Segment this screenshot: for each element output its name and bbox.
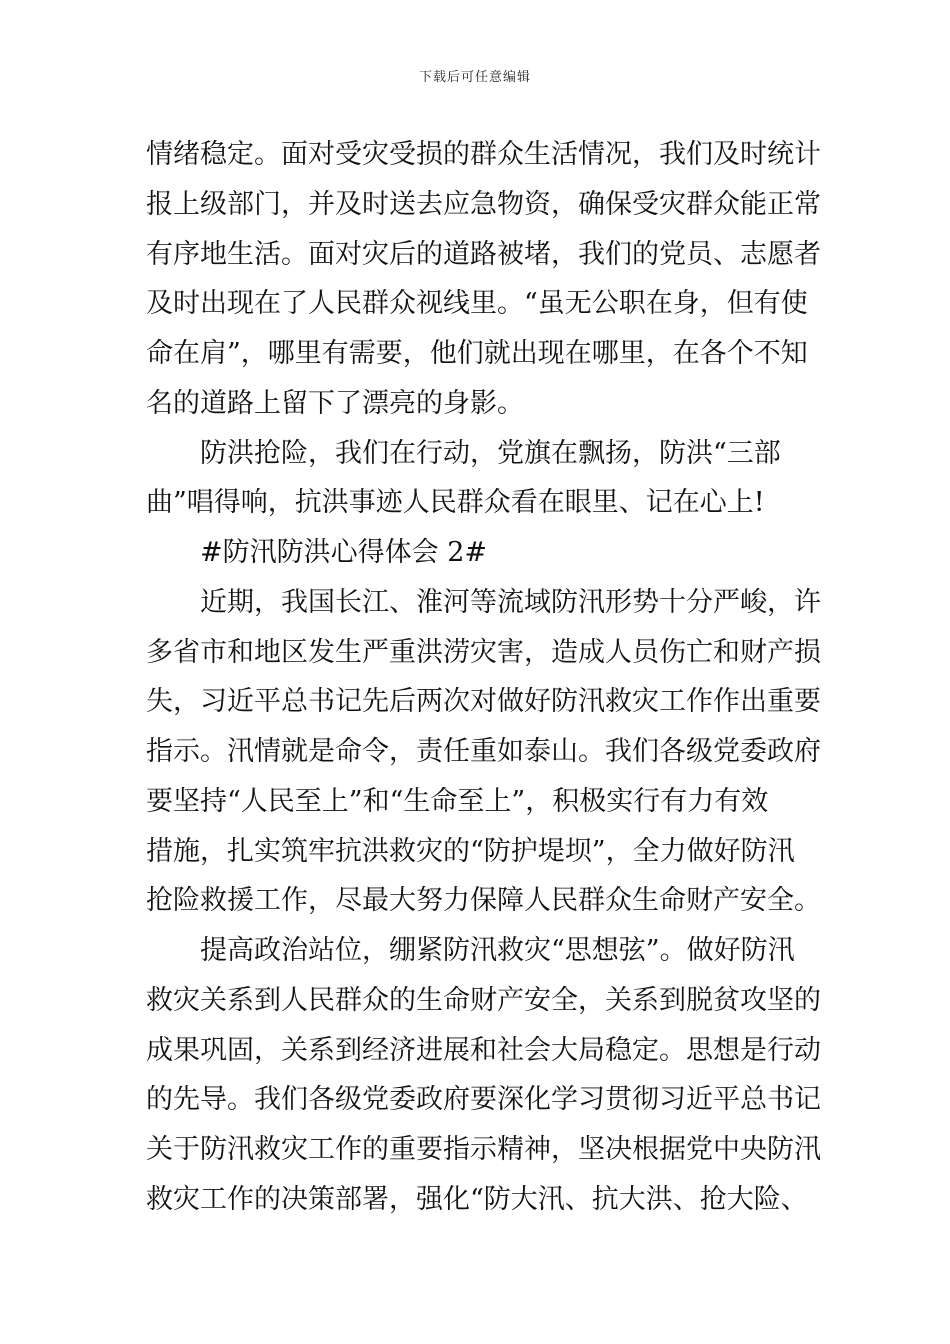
text-line: 情绪稳定。面对受灾受损的群众生活情况，我们及时统计 (146, 139, 821, 170)
text-line: 提高政治站位，绷紧防汛救灾“思想弦”。做好防汛 (200, 935, 795, 966)
text-line: 近期，我国长江、淮河等流域防汛形势十分严峻，许 (200, 586, 821, 618)
text-line: 抢险救援工作，尽最大努力保障人民群众生命财产安全。 (146, 885, 821, 917)
text-line: 多省市和地区发生严重洪涝灾害，造成人员伤亡和财产损 (146, 636, 821, 668)
text-line: 救灾工作的决策部署，强化“防大汛、抗大洪、抢大险、 (146, 1183, 808, 1215)
text-line: 救灾关系到人民群众的生命财产安全，关系到脱贫攻坚的 (146, 984, 821, 1016)
page-header-note: 下载后可任意编辑 (418, 70, 531, 85)
text-line: 防洪抢险，我们在行动，党旗在飘扬，防洪“三部 (200, 437, 781, 469)
text-line: 失，习近平总书记先后两次对做好防汛救灾工作作出重要 (146, 686, 821, 718)
text-line: 要坚持“人民至上”和“生命至上”，积极实行有力有效 (146, 785, 769, 817)
text-line: 有序地生活。面对灾后的道路被堵，我们的党员、志愿者 (146, 238, 821, 270)
text-line: 措施，扎实筑牢抗洪救灾的“防护堤坝”，全力做好防汛 (146, 835, 795, 867)
text-line: 曲”唱得响，抗洪事迹人民群众看在眼里、记在心上! (146, 487, 765, 519)
text-line: 关于防汛救灾工作的重要指示精神，坚决根据党中央防汛 (146, 1134, 821, 1165)
text-line: 名的道路上留下了漂亮的身影。 (146, 387, 524, 419)
text-line: 成果巩固，关系到经济进展和社会大局稳定。思想是行动 (146, 1034, 821, 1066)
text-line: 指示。汛情就是命令，责任重如泰山。我们各级党委政府 (146, 736, 821, 767)
text-line: #防汛防洪心得体会 2# (200, 537, 488, 568)
text-line: 命在肩”，哪里有需要，他们就出现在哪里，在各个不知 (146, 338, 808, 369)
text-line: 的先导。我们各级党委政府要深化学习贯彻习近平总书记 (146, 1084, 821, 1116)
text-line: 及时出现在了人民群众视线里。“虽无公职在身，但有使 (146, 288, 808, 320)
document-body (146, 130, 821, 1225)
text-line: 报上级部门，并及时送去应急物资，确保受灾群众能正常 (146, 188, 821, 220)
